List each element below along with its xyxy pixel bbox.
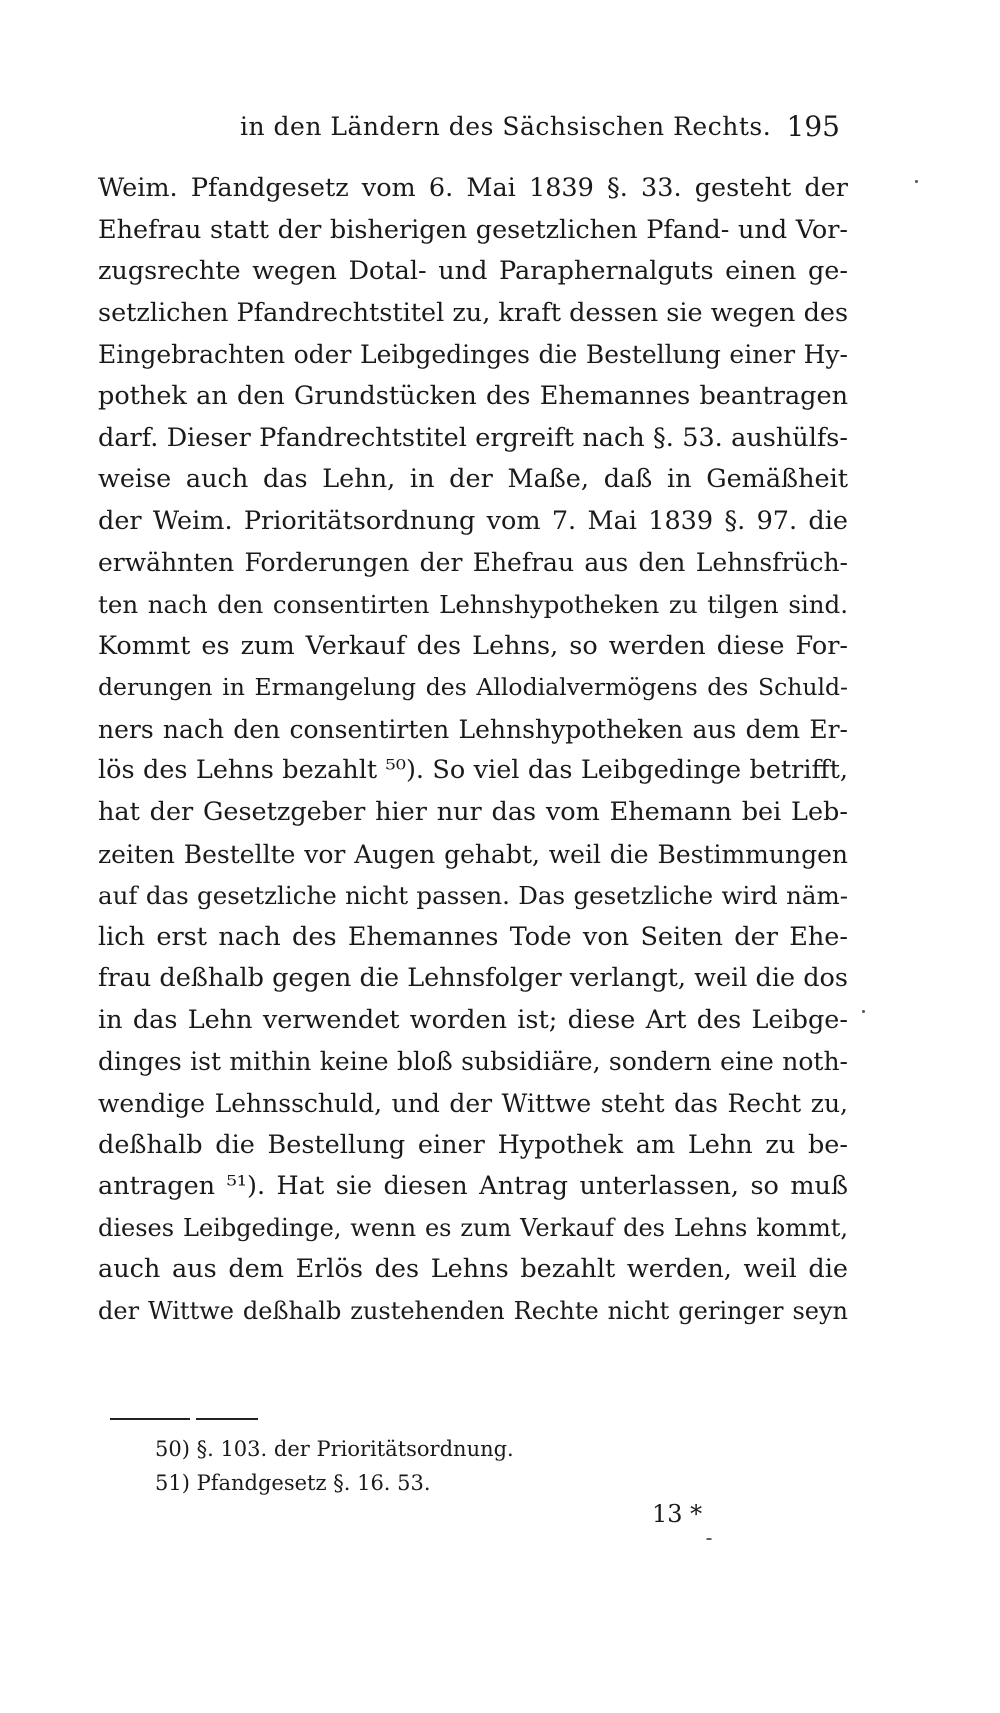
footnote-51: 51) Pfandgesetz §. 16. 53. [155, 1471, 431, 1495]
body-text [98, 168, 848, 1333]
text-line: ten nach den consentirten Lehnshypotheken zu tilgen sind. [98, 589, 848, 619]
text-line: lich erst nach des Ehemannes Tode von Seiten der Ehe- [98, 921, 848, 952]
text-line: setzlichen Pfandrechtstitel zu, kraft dessen sie wegen des [98, 297, 849, 328]
text-line: darf. Dieser Pfandrechtstitel ergreift nach §. 53. aushülfs- [98, 422, 848, 453]
text-line: zugsrechte wegen Dotal- und Paraphernalguts einen ge- [98, 256, 848, 287]
footnote-rule [110, 1418, 190, 1420]
text-line: dinges ist mithin keine bloß subsidiäre, sondern eine noth- [98, 1047, 848, 1077]
text-line: der Weim. Prioritätsordnung vom 7. Mai 1839 §. 97. die [98, 505, 848, 536]
text-line: Ehefrau statt der bisherigen gesetzlichen Pfand- und Vor- [98, 214, 848, 245]
text-line: dieses Leibgedinge, wenn es zum Verkauf des Lehns kommt, [98, 1213, 848, 1242]
text-line: Weim. Pfandgesetz vom 6. Mai 1839 §. 33. gesteht der [98, 173, 848, 203]
text-line: zeiten Bestellte vor Augen gehabt, weil die Bestimmungen [98, 839, 848, 869]
page-number: 195 [786, 110, 840, 143]
text-line: in das Lehn verwendet worden ist; diese Art des Leibge- [98, 1004, 848, 1035]
text-line: derungen in Ermangelung des Allodialvermögens des Schuld- [98, 673, 848, 702]
footnote-50: 50) §. 103. der Prioritätsordnung. [155, 1437, 514, 1461]
running-head [240, 112, 840, 152]
text-line: weise auch das Lehn, in der Maße, daß in Gemäßheit [98, 464, 848, 495]
text-line: frau deßhalb gegen die Lehnsfolger verlangt, weil die dos [98, 963, 848, 994]
text-line: lös des Lehns bezahlt ⁵⁰). So viel das Leibgedinge betrifft, [98, 755, 848, 786]
text-line: auf das gesetzliche nicht passen. Das gesetzliche wird näm- [98, 881, 848, 911]
text-line: ners nach den consentirten Lehnshypotheken aus dem Er- [98, 714, 848, 744]
text-line: antragen ⁵¹). Hat sie diesen Antrag unterlassen, so muß [98, 1171, 848, 1202]
text-line: der Wittwe deßhalb zustehenden Rechte nicht geringer seyn [98, 1297, 848, 1326]
text-line: erwähnten Forderungen der Ehefrau aus den Lehnsfrüch- [98, 548, 848, 578]
text-line: deßhalb die Bestellung einer Hypothek am Lehn zu be- [98, 1129, 848, 1160]
text-line: Kommt es zum Verkauf des Lehns, so werden diese For- [98, 630, 848, 661]
text-line: pothek an den Grundstücken des Ehemannes beantragen [98, 380, 848, 411]
running-title: in den Ländern des Sächsischen Rechts. [240, 112, 772, 141]
print-speck [706, 1538, 712, 1540]
footnotes [155, 1432, 755, 1500]
text-line: auch aus dem Erlös des Lehns bezahlt werden, weil die [98, 1254, 848, 1285]
print-speck [862, 1010, 865, 1013]
text-line: Eingebrachten oder Leibgedinges die Bestellung einer Hy- [98, 340, 848, 370]
print-speck [915, 180, 918, 183]
footnote-rule [196, 1418, 258, 1420]
printer-signature-mark: 13 * [652, 1500, 703, 1528]
text-line: wendige Lehnsschuld, und der Wittwe steht das Recht zu, [98, 1089, 848, 1119]
text-line: hat der Gesetzgeber hier nur das vom Ehemann bei Leb- [98, 796, 848, 827]
